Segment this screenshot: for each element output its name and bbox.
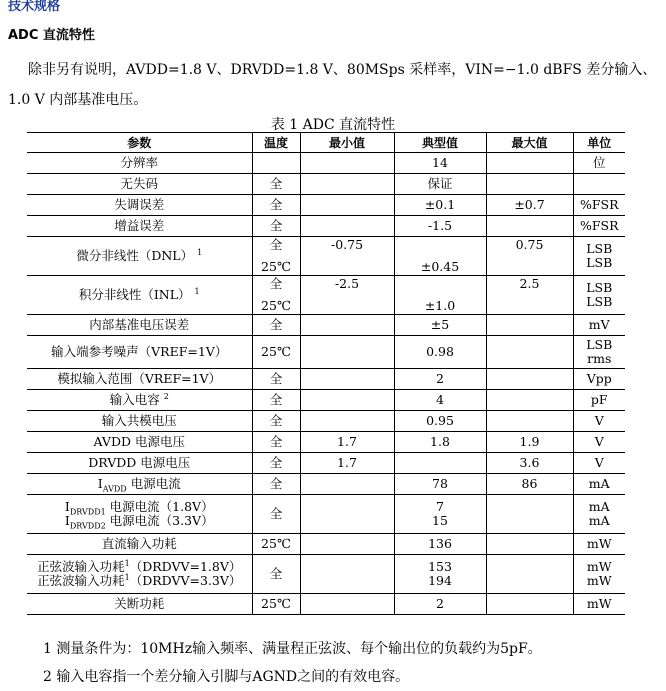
temp-line-2: 25℃ bbox=[261, 259, 291, 274]
footnote-ref: 1 bbox=[124, 572, 130, 582]
cell-param bbox=[27, 390, 252, 411]
cell-min bbox=[300, 594, 394, 615]
cell-typ: 2 bbox=[394, 594, 486, 615]
cell-min bbox=[300, 315, 394, 336]
cell-max: 86 bbox=[486, 474, 573, 495]
typ-line-2: ±1.0 bbox=[424, 298, 456, 313]
table-row bbox=[27, 195, 625, 216]
cell-max: 1.9 bbox=[486, 432, 573, 453]
footnote-ref: 1 bbox=[197, 247, 203, 257]
cell-unit: 位 bbox=[573, 153, 625, 174]
cell-unit: %FSR bbox=[573, 216, 625, 237]
table-header-row bbox=[27, 133, 625, 153]
adc-dc-spec-table bbox=[27, 132, 625, 615]
cell-unit bbox=[573, 174, 625, 195]
min-value: -2.5 bbox=[334, 276, 360, 291]
footnote-ref: 1 bbox=[194, 286, 200, 296]
cell-min bbox=[300, 195, 394, 216]
cell-typ: 78 bbox=[394, 474, 486, 495]
max-value: 0.75 bbox=[515, 237, 544, 252]
cell-unit: mV bbox=[573, 315, 625, 336]
cell-unit bbox=[573, 336, 625, 369]
cell-temp: 全 bbox=[252, 474, 300, 495]
unit-line-2: rms bbox=[587, 351, 612, 366]
cell-unit: V bbox=[573, 432, 625, 453]
table-row bbox=[27, 336, 625, 369]
footnote-2: 2 输入电容指一个差分输入引脚与AGND之间的有效电容。 bbox=[43, 669, 410, 685]
cell-min bbox=[300, 174, 394, 195]
cell-typ: 14 bbox=[394, 153, 486, 174]
cell-unit bbox=[573, 495, 625, 534]
table-caption: 表 1 ADC 直流特性 bbox=[270, 117, 396, 133]
cell-typ bbox=[394, 453, 486, 474]
cell-param: DRVDD 电源电压 bbox=[27, 453, 252, 474]
cell-temp: 全 bbox=[252, 432, 300, 453]
table-row bbox=[27, 495, 625, 534]
param-rest: 电源电流（3.3V） bbox=[105, 513, 214, 528]
cell-min bbox=[300, 534, 394, 555]
cell-typ: 0.98 bbox=[394, 336, 486, 369]
cell-max bbox=[486, 390, 573, 411]
table-row bbox=[27, 237, 625, 276]
cell-param bbox=[27, 474, 252, 495]
cell-param bbox=[27, 276, 252, 315]
cell-max bbox=[486, 336, 573, 369]
cell-param: AVDD 电源电压 bbox=[27, 432, 252, 453]
table-row bbox=[27, 216, 625, 237]
unit-line-2: LSB bbox=[586, 294, 613, 309]
param-subscript: DRVDD2 bbox=[69, 521, 106, 531]
cell-typ bbox=[394, 555, 486, 594]
cell-param bbox=[27, 495, 252, 534]
cell-min bbox=[300, 555, 394, 594]
param-rest: （DRDVV=1.8V） bbox=[129, 559, 242, 574]
cell-min bbox=[300, 237, 394, 276]
cell-min bbox=[300, 276, 394, 315]
cell-unit: pF bbox=[573, 390, 625, 411]
unit-line-1: LSB bbox=[586, 337, 613, 352]
table-row bbox=[27, 174, 625, 195]
cell-typ: 1.8 bbox=[394, 432, 486, 453]
header-temp: 温度 bbox=[252, 133, 300, 153]
cell-max bbox=[486, 555, 573, 594]
param-main: 正弦波输入功耗 bbox=[37, 559, 125, 574]
cell-min bbox=[300, 336, 394, 369]
param-main: I bbox=[64, 499, 70, 514]
cell-temp: 25℃ bbox=[252, 534, 300, 555]
param-text: 积分非线性（INL） bbox=[78, 287, 191, 302]
param-line-1 bbox=[29, 560, 250, 574]
intro-line-2: 1.0 V 内部基准电压。 bbox=[8, 92, 148, 108]
cell-max bbox=[486, 495, 573, 534]
cell-typ: ±0.1 bbox=[394, 195, 486, 216]
cell-max bbox=[486, 153, 573, 174]
param-subscript: DRVDD1 bbox=[69, 507, 106, 517]
cell-max: 3.6 bbox=[486, 453, 573, 474]
cell-typ: -1.5 bbox=[394, 216, 486, 237]
unit-line-2: mW bbox=[586, 573, 612, 588]
cell-max bbox=[486, 411, 573, 432]
temp-line-1: 全 bbox=[269, 276, 283, 291]
cell-unit bbox=[573, 555, 625, 594]
cell-temp: 全 bbox=[252, 390, 300, 411]
unit-line-1: mW bbox=[586, 559, 612, 574]
param-main: 正弦波输入功耗 bbox=[37, 573, 125, 588]
cell-temp: 全 bbox=[252, 411, 300, 432]
cell-param: 分辨率 bbox=[27, 153, 252, 174]
param-subscript: AVDD bbox=[102, 484, 127, 494]
cell-max bbox=[486, 237, 573, 276]
cell-typ: 保证 bbox=[394, 174, 486, 195]
cell-param: 关断功耗 bbox=[27, 594, 252, 615]
cell-typ: ±5 bbox=[394, 315, 486, 336]
cell-unit: V bbox=[573, 411, 625, 432]
cell-min bbox=[300, 411, 394, 432]
cell-unit: V bbox=[573, 453, 625, 474]
cell-unit: mW bbox=[573, 594, 625, 615]
table-row bbox=[27, 390, 625, 411]
cell-temp: 全 bbox=[252, 495, 300, 534]
table-row bbox=[27, 411, 625, 432]
cell-unit: mA bbox=[573, 474, 625, 495]
cell-param: 增益误差 bbox=[27, 216, 252, 237]
param-line-2 bbox=[29, 513, 250, 531]
param-text: 输入电容 bbox=[109, 392, 160, 407]
cell-typ: 4 bbox=[394, 390, 486, 411]
table-row bbox=[27, 555, 625, 594]
cell-temp: 全 bbox=[252, 453, 300, 474]
cell-max bbox=[486, 534, 573, 555]
cell-unit: mW bbox=[573, 534, 625, 555]
cell-unit bbox=[573, 237, 625, 276]
footnotes bbox=[43, 635, 542, 691]
table-row bbox=[27, 594, 625, 615]
cell-unit: %FSR bbox=[573, 195, 625, 216]
cell-param: 输入共模电压 bbox=[27, 411, 252, 432]
table-row bbox=[27, 369, 625, 390]
cell-param bbox=[27, 237, 252, 276]
table-row bbox=[27, 534, 625, 555]
cell-param: 直流输入功耗 bbox=[27, 534, 252, 555]
cell-min bbox=[300, 390, 394, 411]
cell-typ: 136 bbox=[394, 534, 486, 555]
table-row bbox=[27, 276, 625, 315]
cell-temp bbox=[252, 153, 300, 174]
param-rest: 电源电流（1.8V） bbox=[105, 499, 214, 514]
cell-typ: 2 bbox=[394, 369, 486, 390]
cell-typ bbox=[394, 237, 486, 276]
cell-min bbox=[300, 153, 394, 174]
temp-line-2: 25℃ bbox=[261, 298, 291, 313]
section-title: 技术规格 bbox=[8, 0, 61, 14]
cell-min bbox=[300, 495, 394, 534]
cell-min bbox=[300, 369, 394, 390]
param-line-1 bbox=[29, 499, 250, 517]
cell-min bbox=[300, 216, 394, 237]
typ-line-1: 7 bbox=[436, 499, 444, 514]
cell-unit bbox=[573, 276, 625, 315]
cell-temp: 全 bbox=[252, 174, 300, 195]
cell-min: 1.7 bbox=[300, 453, 394, 474]
cell-temp: 全 bbox=[252, 216, 300, 237]
cell-max bbox=[486, 369, 573, 390]
cell-temp: 全 bbox=[252, 369, 300, 390]
param-rest: 电源电流 bbox=[126, 476, 181, 491]
header-unit: 单位 bbox=[573, 133, 625, 153]
cell-param bbox=[27, 555, 252, 594]
cell-typ bbox=[394, 495, 486, 534]
cell-max: ±0.7 bbox=[486, 195, 573, 216]
header-typ: 典型值 bbox=[394, 133, 486, 153]
param-rest: （DRDVV=3.3V） bbox=[129, 573, 242, 588]
footnote-1: 1 测量条件为：10MHz输入频率、满量程正弦波、每个输出位的负载约为5pF。 bbox=[43, 641, 542, 657]
footnote-ref: 2 bbox=[163, 391, 169, 401]
unit-line-1: mA bbox=[588, 499, 610, 514]
typ-line-2: ±0.45 bbox=[420, 259, 460, 274]
cell-param: 无失码 bbox=[27, 174, 252, 195]
cell-min bbox=[300, 474, 394, 495]
cell-unit: Vpp bbox=[573, 369, 625, 390]
cell-typ bbox=[394, 276, 486, 315]
table-row bbox=[27, 474, 625, 495]
cell-param: 内部基准电压误差 bbox=[27, 315, 252, 336]
cell-param: 失调误差 bbox=[27, 195, 252, 216]
unit-line-2: mA bbox=[588, 513, 610, 528]
typ-line-2: 194 bbox=[428, 573, 452, 588]
cell-temp: 全 bbox=[252, 315, 300, 336]
cell-max bbox=[486, 315, 573, 336]
table-row bbox=[27, 315, 625, 336]
footnote-ref: 1 bbox=[124, 558, 130, 568]
cell-temp: 25℃ bbox=[252, 594, 300, 615]
param-main: I bbox=[97, 476, 103, 491]
cell-temp: 全 bbox=[252, 555, 300, 594]
intro-paragraph bbox=[8, 55, 657, 115]
sub-title: ADC 直流特性 bbox=[8, 28, 95, 43]
cell-max bbox=[486, 174, 573, 195]
param-line-2 bbox=[29, 574, 250, 588]
table-row bbox=[27, 153, 625, 174]
unit-line-1: LSB bbox=[586, 280, 613, 295]
cell-temp: 全 bbox=[252, 195, 300, 216]
param-text: 微分非线性（DNL） bbox=[76, 248, 194, 263]
cell-temp bbox=[252, 276, 300, 315]
unit-line-1: LSB bbox=[586, 241, 613, 256]
cell-param: 模拟输入范围（VREF=1V） bbox=[27, 369, 252, 390]
header-max: 最大值 bbox=[486, 133, 573, 153]
cell-param: 输入端参考噪声（VREF=1V） bbox=[27, 336, 252, 369]
table-row bbox=[27, 432, 625, 453]
table-row bbox=[27, 453, 625, 474]
header-min: 最小值 bbox=[300, 133, 394, 153]
min-value: -0.75 bbox=[330, 237, 364, 252]
max-value: 2.5 bbox=[519, 276, 540, 291]
cell-max bbox=[486, 276, 573, 315]
unit-line-2: LSB bbox=[586, 255, 613, 270]
typ-line-2: 15 bbox=[432, 513, 448, 528]
temp-line-1: 全 bbox=[269, 237, 283, 252]
header-param: 参数 bbox=[27, 133, 252, 153]
typ-line-1: 153 bbox=[428, 559, 452, 574]
cell-temp bbox=[252, 237, 300, 276]
intro-line-1: 除非另有说明，AVDD=1.8 V、DRVDD=1.8 V、80MSps 采样率，VIN=−1.0 dBFS 差分输入、 bbox=[28, 62, 657, 78]
param-main: I bbox=[64, 513, 70, 528]
cell-min: 1.7 bbox=[300, 432, 394, 453]
cell-temp: 25℃ bbox=[252, 336, 300, 369]
cell-max bbox=[486, 594, 573, 615]
cell-max bbox=[486, 216, 573, 237]
cell-typ: 0.95 bbox=[394, 411, 486, 432]
